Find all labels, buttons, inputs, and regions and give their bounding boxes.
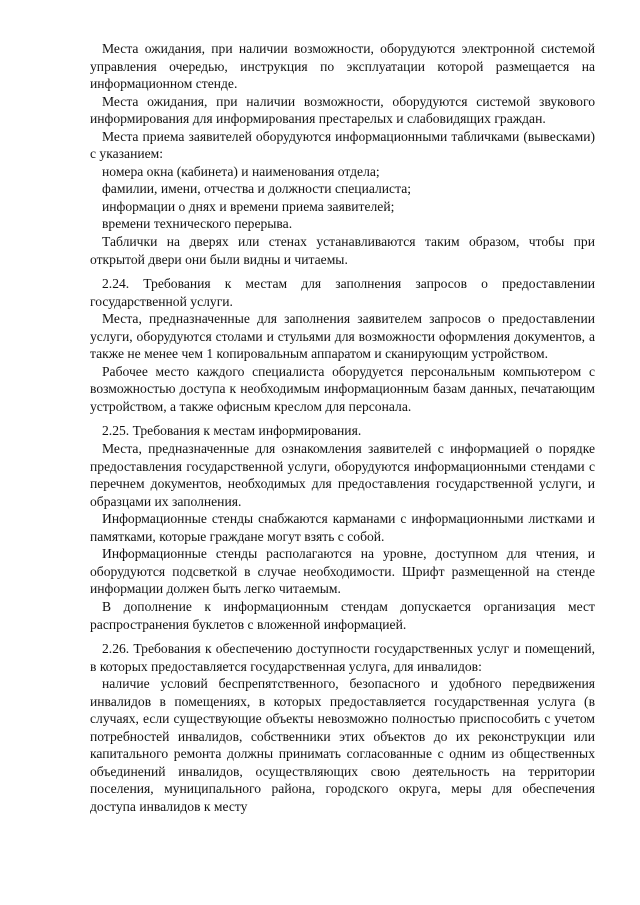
paragraph-reception-signs: Места приема заявителей оборудуются информационными табличками (вывесками) с указанием: [90, 128, 595, 162]
paragraph-information-stands: Места, предназначенные для ознакомления заявителей с информацией о порядке предоставления государственной услуги, оборудуются информационными стендами с перечнем документов, необходимых для предоставления государственной услуги, и образцами их заполнения. [90, 441, 595, 509]
section-heading-2-24: 2.24. Требования к местам для заполнения запросов о предоставлении государственной услуги. [90, 276, 595, 309]
paragraph-waiting-sound-system: Места ожидания, при наличии возможности, оборудуются системой звукового информирования для информирования престарелых и слабовидящих граждан. [90, 93, 595, 127]
paragraph-stand-pockets: Информационные стенды снабжаются карманами с информационными листками и памятками, которые граждане могут взять с собой. [90, 511, 595, 544]
paragraph-booklets: В дополнение к информационным стендам допускается организация мест распространения буклетов с вложенной информацией. [90, 598, 595, 632]
section-heading-2-25: 2.25. Требования к местам информирования. [102, 423, 362, 439]
list-item-technical-break: времени технического перерыва. [102, 216, 293, 232]
list-item-specialist-name: фамилии, имени, отчества и должности специалиста; [102, 181, 412, 197]
list-item-reception-days: информации о днях и времени приема заявителей; [102, 198, 395, 214]
section-heading-2-26: 2.26. Требования к обеспечению доступности государственных услуг и помещений, в которых предоставляется государственная услуга, для инвалидов: [90, 641, 595, 674]
document-page [90, 40, 595, 816]
paragraph-specialist-workplace: Рабочее место каждого специалиста оборудуется персональным компьютером с возможностью доступа к необходимым информационным базам данных, печатающим устройством, а также офисным креслом для персонала. [90, 363, 595, 414]
paragraph-accessibility-conditions: наличие условий беспрепятственного, безопасного и удобного передвижения инвалидов в помещениях, в которых предоставляется государственная услуга (в случаях, если существующие объекты невозможно полностью приспособить с учетом потребностей инвалидов, собственники этих объектов до их реконструкции или капитального ремонта должны принимать согласованные с одним из общественных объединений инвалидов, осуществляющих свою деятельность на территории поселения, муниципального района, городского округа, меры для обеспечения доступа инвалидов к месту [90, 676, 595, 814]
paragraph-request-filling-places: Места, предназначенные для заполнения заявителем запросов о предоставлении услуги, оборудуются столами и стульями для возможности оформления документов, а также не менее чем 1 копировальным аппаратом и сканирующим устройством. [90, 311, 595, 362]
paragraph-waiting-electronic-queue: Места ожидания, при наличии возможности, оборудуются электронной системой управления очередью, инструкция по эксплуатации которой размещается на информационном стенде. [90, 41, 595, 92]
list-item-window-number: номера окна (кабинета) и наименования отдела; [102, 163, 380, 179]
paragraph-stand-placement: Информационные стенды располагаются на уровне, доступном для чтения, и оборудуются подсветкой в случае необходимости. Шрифт размещенной на стенде информации должен быть легко читаемым. [90, 546, 595, 597]
paragraph-signs-visibility: Таблички на дверях или стенах устанавливаются таким образом, чтобы при открытой двери они были видны и читаемы. [90, 234, 595, 267]
